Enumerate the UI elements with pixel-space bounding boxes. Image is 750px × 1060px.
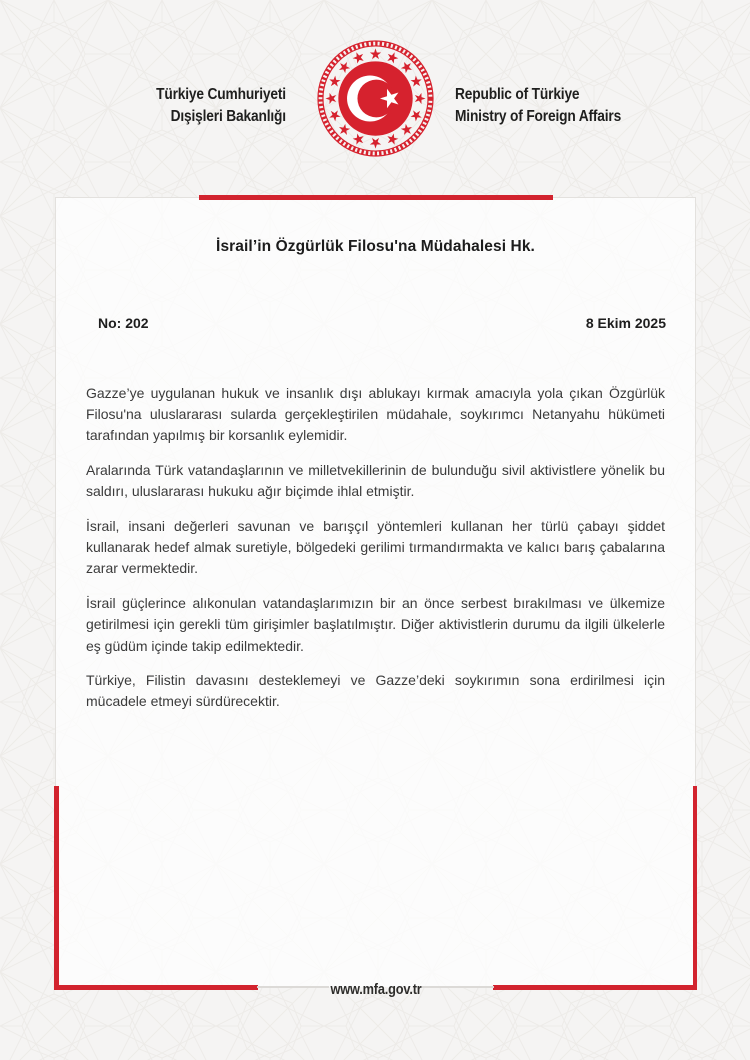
ministry-name-turkish	[156, 84, 286, 127]
footer-website: www.mfa.gov.tr	[329, 982, 422, 998]
accent-line-left	[54, 786, 59, 990]
body-paragraph: İsrail, insani değerleri savunan ve barışçıl yöntemleri kullanan her türlü çabayı şiddet kullanarak hedef almak suretiyle, bölgedeki gerilimi tırmandırmakta ve kalıcı barış çabalarına zarar vermektedir.	[86, 518, 665, 577]
document-title: İsrail’in Özgürlük Filosu'na Müdahalesi Hk.	[216, 238, 535, 255]
bottom-border-segment-left	[257, 986, 329, 988]
body-paragraph: İsrail güçlerince alıkonulan vatandaşlarımızın bir an önce serbest bırakılması ve ülkemize getirilmesi için gerekli tüm girişimler başlatılmıştır. Diğer aktivistlerin durumu da ilgili ülkelerle eş güdüm içinde takip edilmektedir.	[86, 595, 665, 654]
accent-line-bottom-right	[493, 985, 697, 990]
bottom-border-segment-right	[422, 986, 494, 988]
accent-line-top	[199, 195, 553, 200]
ministry-name-english	[455, 84, 621, 127]
body-paragraph: Gazze’ye uygulanan hukuk ve insanlık dışı ablukayı kırmak amacıyla yola çıkan Özgürlük Filosu'na uluslararası sularda gerçekleştirilen müdahale, soykırımcı Netanyahu hükümeti tarafından yapılmış bir korsanlık eylemidir.	[86, 385, 665, 444]
body-paragraph: Aralarında Türk vatandaşlarının ve milletvekillerinin de bulunduğu sivil aktivistlere yönelik bu saldırı, uluslararası hukuku ağır biçimde ihlal etmiştir.	[86, 462, 665, 500]
ministry-name-turkish-line1: Türkiye Cumhuriyeti	[156, 86, 286, 103]
release-number: No: 202	[98, 315, 149, 331]
release-body	[86, 383, 665, 713]
mfa-star-crescent-emblem-icon	[316, 39, 435, 158]
ministry-name-english-line2: Ministry of Foreign Affairs	[455, 107, 622, 125]
press-release-document	[55, 197, 696, 998]
accent-line-bottom-left	[54, 985, 258, 990]
accent-line-right	[693, 786, 698, 990]
release-date: 8 Ekim 2025	[585, 315, 666, 331]
ministry-name-turkish-line2: Dışişleri Bakanlığı	[170, 107, 286, 125]
body-paragraph: Türkiye, Filistin davasını desteklemeyi ve Gazze’deki soykırımın sona erdirilmesi için mücadele etmeyi sürdürecektir.	[86, 672, 665, 710]
ministry-name-english-line1: Republic of Türkiye	[455, 86, 580, 103]
release-meta-row	[98, 315, 666, 331]
